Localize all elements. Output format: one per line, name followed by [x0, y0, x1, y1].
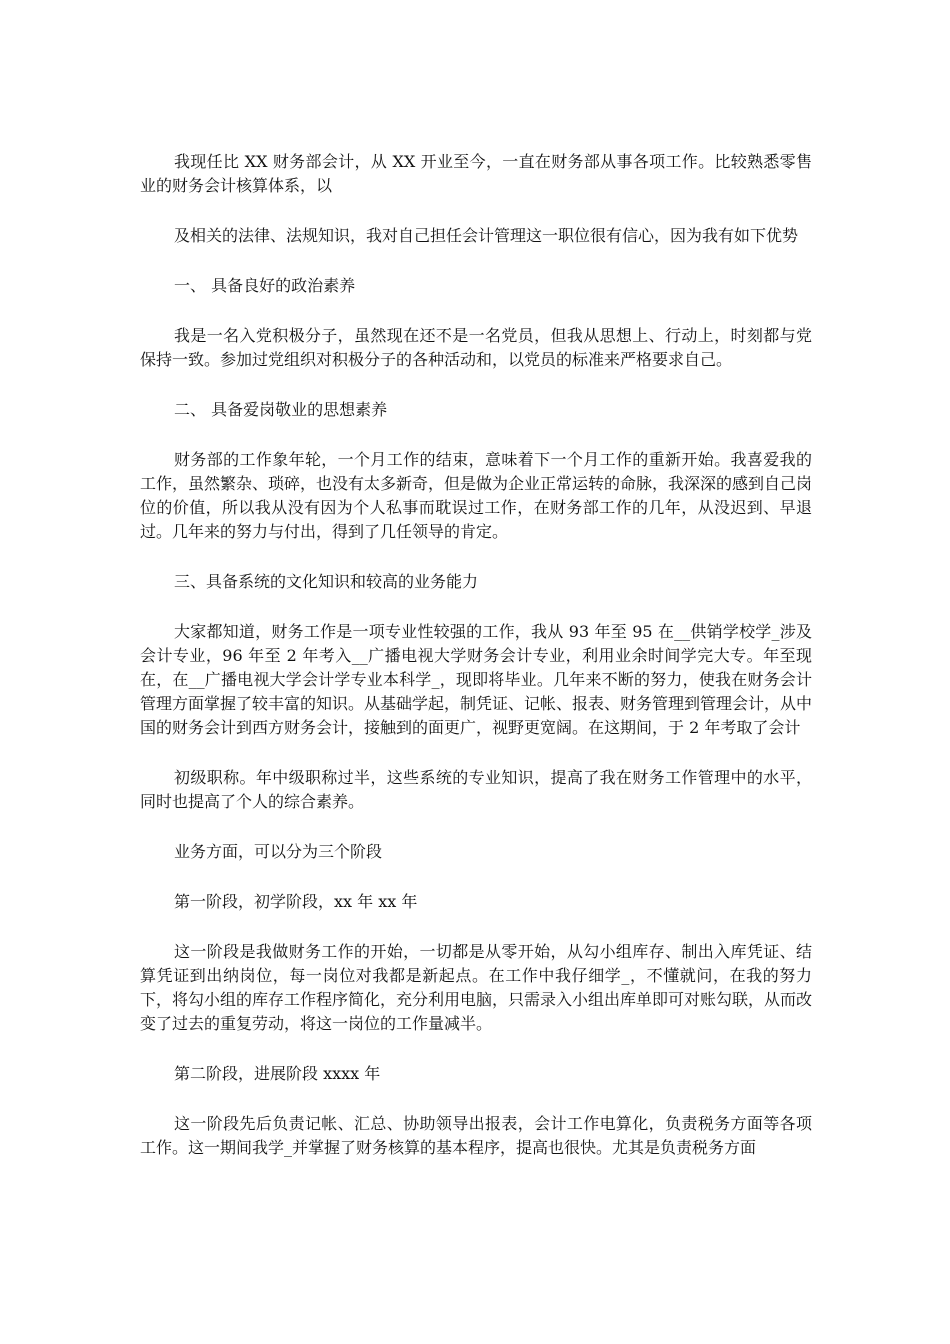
document-body — [140, 150, 812, 1186]
paragraph-stage-2: 这一阶段先后负责记帐、汇总、协助领导出报表，会计工作电算化，负责税务方面等各项工作。这一期间我学_并掌握了财务核算的基本程序，提高也很快。尤其是负责税务方面 — [140, 1114, 812, 1157]
paragraph-dedication: 财务部的工作象年轮，一个月工作的结束，意味着下一个月工作的重新开始。我喜爱我的工作，虽然繁杂、琐碎，也没有太多新奇，但是做为企业正常运转的命脉，我深深的感到自己岗位的价值，所以我从没有因为个人私事而耽误过工作，在财务部工作的几年，从没迟到、早退过。几年来的努力与付出，得到了几任领导的肯定。 — [140, 450, 813, 541]
paragraph-knowledge-1: 大家都知道，财务工作是一项专业性较强的工作，我从 93 年至 95 在__供销学校学_涉及会计专业，96 年至 2 年考入__广播电视大学财务会计专业，利用业余时间学完大专。年至现在，在__广播电视大学会计学专业本科学_，现即将毕业。几年来不断的努力，使我在财务会计管理方面掌握了较丰富的知识。从基础学起，制凭证、记帐、报表、财务管理到管理会计，从中国的财务会计到西方财务会计，接触到的面更广，视野更宽阔。在这期间，于 2 年考取了会计 — [140, 622, 813, 737]
paragraph-stage-1: 这一阶段是我做财务工作的开始，一切都是从零开始，从勾小组库存、制出入库凭证、结算凭证到出纳岗位，每一岗位对我都是新起点。在工作中我仔细学_，不懂就问，在我的努力下，将勾小组的库存工作程序简化，充分利用电脑，只需录入小组出库单即可对账勾联，从而改变了过去的重复劳动，将这一岗位的工作量减半。 — [140, 942, 813, 1033]
section-heading-knowledge: 三、具备系统的文化知识和较高的业务能力 — [174, 572, 479, 591]
stage-heading-2: 第二阶段，进展阶段 xxxx 年 — [174, 1064, 381, 1083]
paragraph-intro-1: 我现任比 XX 财务部会计，从 XX 开业至今，一直在财务部从事各项工作。比较熟悉零售业的财务会计核算体系，以 — [140, 152, 812, 195]
paragraph-intro-2: 及相关的法律、法规知识，我对自己担任会计管理这一职位很有信心，因为我有如下优势 — [174, 226, 799, 245]
paragraph-political: 我是一名入党积极分子，虽然现在还不是一名党员，但我从思想上、行动上，时刻都与党保持一致。参加过党组织对积极分子的各种活动和，以党员的标准来严格要求自己。 — [140, 326, 812, 369]
section-heading-business: 业务方面，可以分为三个阶段 — [174, 842, 383, 861]
section-heading-dedication: 二、 具备爱岗敬业的思想素养 — [174, 400, 388, 419]
stage-heading-1: 第一阶段，初学阶段，xx 年 xx 年 — [174, 892, 418, 911]
section-heading-political: 一、 具备良好的政治素养 — [174, 276, 356, 295]
paragraph-knowledge-2: 初级职称。年中级职称过半，这些系统的专业知识，提高了我在财务工作管理中的水平，同时也提高了个人的综合素养。 — [140, 768, 812, 811]
